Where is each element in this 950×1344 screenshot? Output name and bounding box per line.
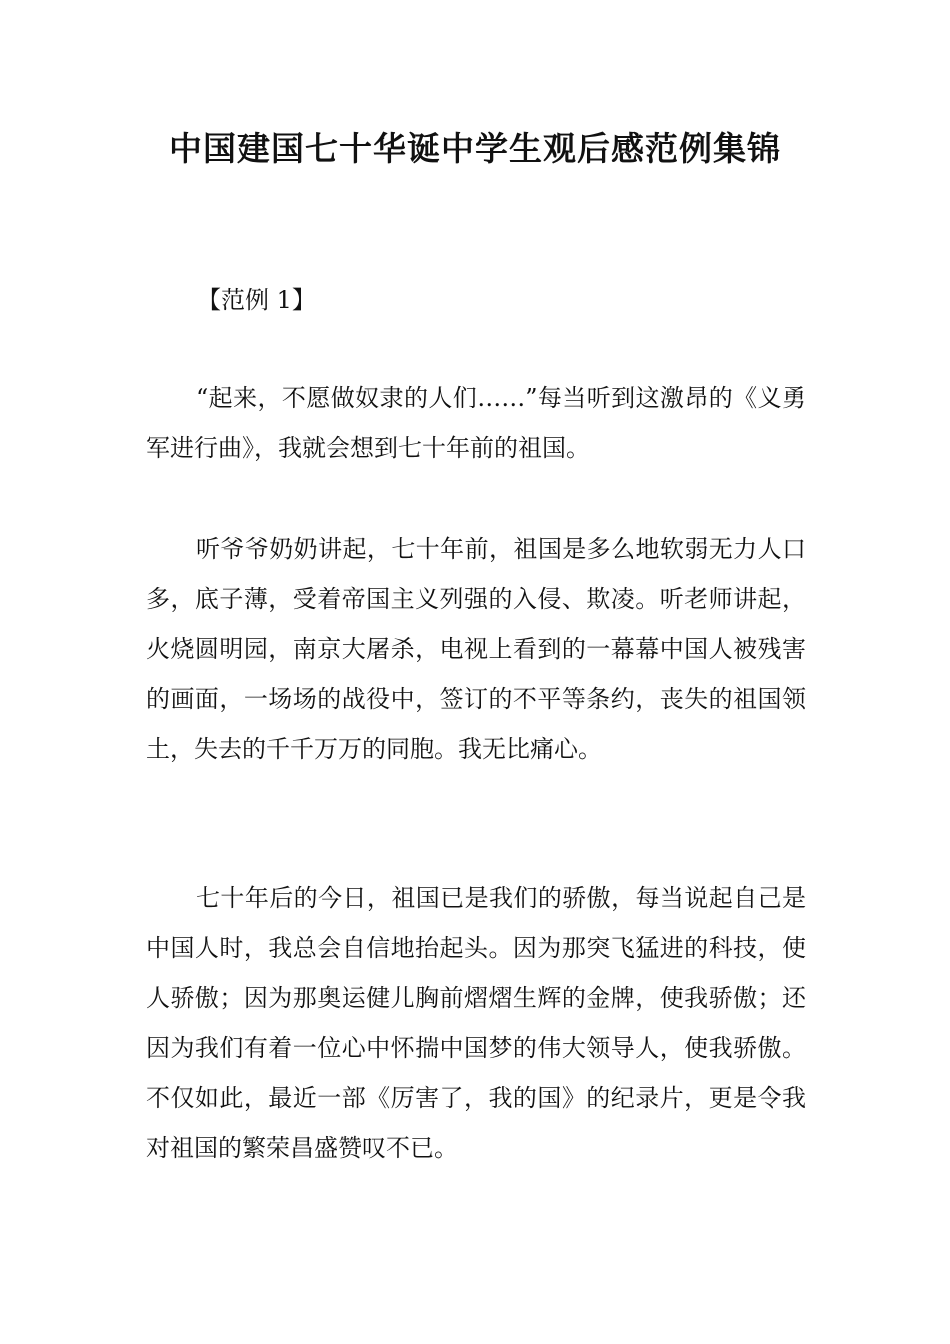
paragraph: “起来，不愿做奴隶的人们……”每当听到这激昂的《义勇军进行曲》，我就会想到七十年前的祖国。 [146,384,806,462]
paragraph: 听爷爷奶奶讲起，七十年前，祖国是多么地软弱无力人口多，底子薄，受着帝国主义列强的入侵、欺凌。听老师讲起，火烧圆明园，南京大屠杀，电视上看到的一幕幕中国人被残害的画面，一场场的战役中，签订的不平等条约，丧失的祖国领土，失去的千千万万的同胞。我无比痛心。 [146,535,806,763]
paragraph: 七十年后的今日，祖国已是我们的骄傲，每当说起自己是中国人时，我总会自信地抬起头。因为那突飞猛进的科技，使人骄傲；因为那奥运健儿胸前熠熠生辉的金牌，使我骄傲；还因为我们有着一位心中怀揣中国梦的伟大领导人，使我骄傲。不仅如此，最近一部《厉害了，我的国》的纪录片，更是令我对祖国的繁荣昌盛赞叹不已。 [146,884,806,1162]
section-label: 【范例 1】 [197,286,316,314]
document-title: 中国建国七十华诞中学生观后感范例集锦 [169,129,781,168]
